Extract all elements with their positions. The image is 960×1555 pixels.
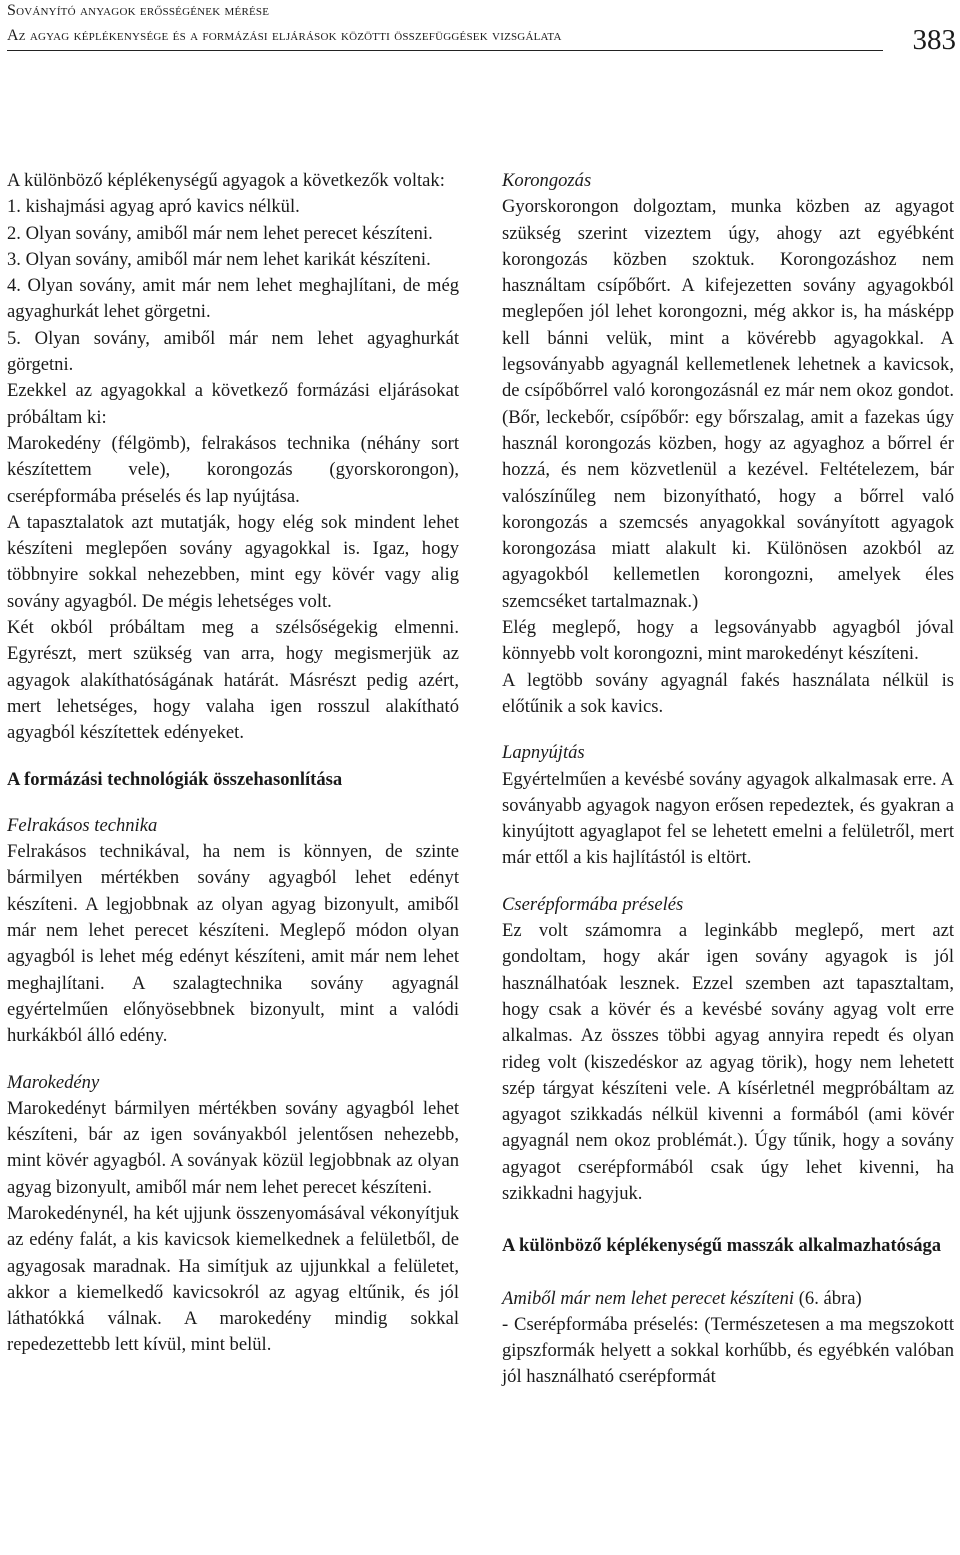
left-column [7,168,459,1359]
paragraph: - Cserépformába préselés: (Természetesen a ma megszokott gipszformák helyett a sokkal korhűbb, és egyébkén valóban jól használható cserépformát [502,1313,954,1388]
figure-reference: (6. ábra) [798,1287,862,1309]
subsection-title: Cserépformába préselés [502,893,684,915]
subsection-title: Korongozás [502,170,592,191]
subsection-title: Lapnyújtás [502,742,585,764]
list-item: 1. kishajmási agyag apró kavics nélkül. [7,196,300,218]
paragraph: Marokedényt bármilyen mértékben sovány agyagból lehet készíteni, bár az igen soványakból jelentősen nehezebb, mint kövér agyagból. A soványak közül legjobbnak az olyan agyag bizonyult, amiből már nem lehet perecet készíteni. [7,1097,459,1198]
paragraph: A legtöbb sovány agyagnál fakés használata nélkül is előtűnik a sok kavics. [502,669,954,717]
paragraph: Elég meglepő, hogy a legsoványabb agyagból jóval könnyebb volt korongozni, mint marokedényt készíteni. [502,617,954,665]
right-column [502,168,954,1391]
page-number: 383 [912,24,956,56]
subsection-title: Felrakásos technika [7,814,158,836]
subsection-title: Marokedény [7,1071,100,1093]
paragraph: Ezekkel az agyagokkal a következő formázási eljárásokat próbáltam ki: [7,380,459,428]
section-heading: A különböző képlékenységű masszák alkalmazhatósága [502,1235,942,1257]
paragraph: Ez volt számomra a leginkább meglepő, mert azt gondoltam, hogy akár igen sovány agyagok is jól használhatóak lesznek. Ezzel szemben azt tapasztaltam, hogy csak a kövér és a kevésbé sovány agyag volt erre alkalmas. Az összes többi agyag annyira repedt és olyan rideg volt (kiszedéskor az agyag törik), hogy nem lehetett szép tárgyat készíteni vele. A kísérletnél megpróbáltam az agyagot szikkadás nélkül kivenni a formából (ami kövér agyagnál nem okoz problémát.). Úgy tűnik, hogy a sovány agyagot cserépformából csak úgy lehet kivenni, ha szikkadni hagyjuk. [502,920,954,1204]
header-rule [7,50,883,51]
running-header [7,0,960,60]
intro-paragraph: A különböző képlékenységű agyagok a következők voltak: [7,170,445,191]
list-item: 5. Olyan sovány, amiből már nem lehet agyaghurkát görgetni. [7,327,459,376]
paragraph: Marokedénynél, ha két ujjunk összenyomásával vékonyítjuk az edény falát, a kis kavicsok kiemelkednek a felületből, de agyagosak maradnak. Ha simítjuk az ujjunkkal a felületet, akkor a kiemelkedő kavicsokról az agyag eltűnik, és jól láthatókká válnak. A marokedény mindig sokkal repedezettebb lett kívül, mint belül. [7,1202,459,1356]
paragraph: Felrakásos technikával, ha nem is könnyen, de szinte bármilyen mértékben sovány agyagból lehet edényt készíteni. A legjobbnak az olyan agyag bizonyult, amiből már nem lehet perecet készíteni. Meglepő módon olyan agyagból is lehet még edényt készíteni, amit már nem lehet meghajlítani. A szalagtechnika sovány agyagnál egyértelműen előnyösebbnek bizonyult, mint a valódi hurkákból álló edény. [7,841,459,1047]
section-heading: A formázási technológiák összehasonlítása [7,768,343,790]
subsection-line [502,1286,954,1312]
paragraph: A tapasztalatok azt mutatják, hogy elég sok mindent lehet készíteni meglepően sovány agyagokkal is. Igaz, hogy többnyire sokkal nehezebben, mint egy kövér vagy alig sovány agyagból. De mégis lehetséges volt. [7,511,459,612]
list-item: 2. Olyan sovány, amiből már nem lehet perecet készíteni. [7,222,433,244]
paragraph: Két okból próbáltam meg a szélsőségekig elmenni. Egyrészt, mert szükség van arra, hogy megismerjük az agyagok alakíthatóságának határát. Másrészt pedig azért, mert lehetséges, hogy valaha igen rosszul alakítható agyagból készítettek edényeket. [7,617,459,744]
paragraph: Marokedény (félgömb), felrakásos technika (néhány sort készítettem vele), korongozás (gyorskorongon), cserépformába préselés és lap nyújtása. [7,432,459,507]
list-item: 3. Olyan sovány, amiből már nem lehet karikát készíteni. [7,248,431,270]
subsection-title: Amiből már nem lehet perecet készíteni [502,1287,795,1309]
paragraph: Egyértelműen a kevésbé sovány agyagok alkalmasak erre. A soványabb agyagok nagyon erősen repedeztek, és gyakran a kinyújtott agyaglapot fel se lehetett emelni a felületről, mert már ettől a kis hajlítástól is eltört. [502,768,954,869]
paragraph: Gyorskorongon dolgoztam, munka közben az agyagot szükség szerint vizeztem úgy, ahogy azt egyébként korongozás közben szoktuk. Korongozáshoz nem használtam csípőbőrt. A kifejezetten sovány agyagokból meglepően jól lehet korongozni, még akkor is, ha másképp kell bánni velük, mint a kövérebb agyagokkal. A legsoványabb agyagnál kellemetlenek lehetnek a kavicsok, de csípőbőrrel való korongozásnál ez már nem okoz gondot. (Bőr, leckebőr, csípőbőr: egy bőrszalag, amit a fazekas úgy használ korongozás közben, hogy az agyaghoz a bőrrel ér hozzá, és nem közvetlenül a kezével. Feltételezem, bár valószínűleg nem bizonyítható, hogy a bőrrel való korongozás a szemcsés anyagokkal soványított agyagok korongozása miatt alakult ki. Különösen azokból az agyagokból kellemetlen korongozni, amelyek éles szemcséket tartalmaznak.) [502,196,954,612]
list-item: 4. Olyan sovány, amit már nem lehet meghajlítani, de még agyaghurkát lehet görgetni. [7,275,459,323]
header-title: Soványító anyagok erősségének mérése [7,2,270,19]
header-subtitle: Az agyag képlékenysége és a formázási eljárások közötti összefüggések vizsgálata [7,27,562,44]
